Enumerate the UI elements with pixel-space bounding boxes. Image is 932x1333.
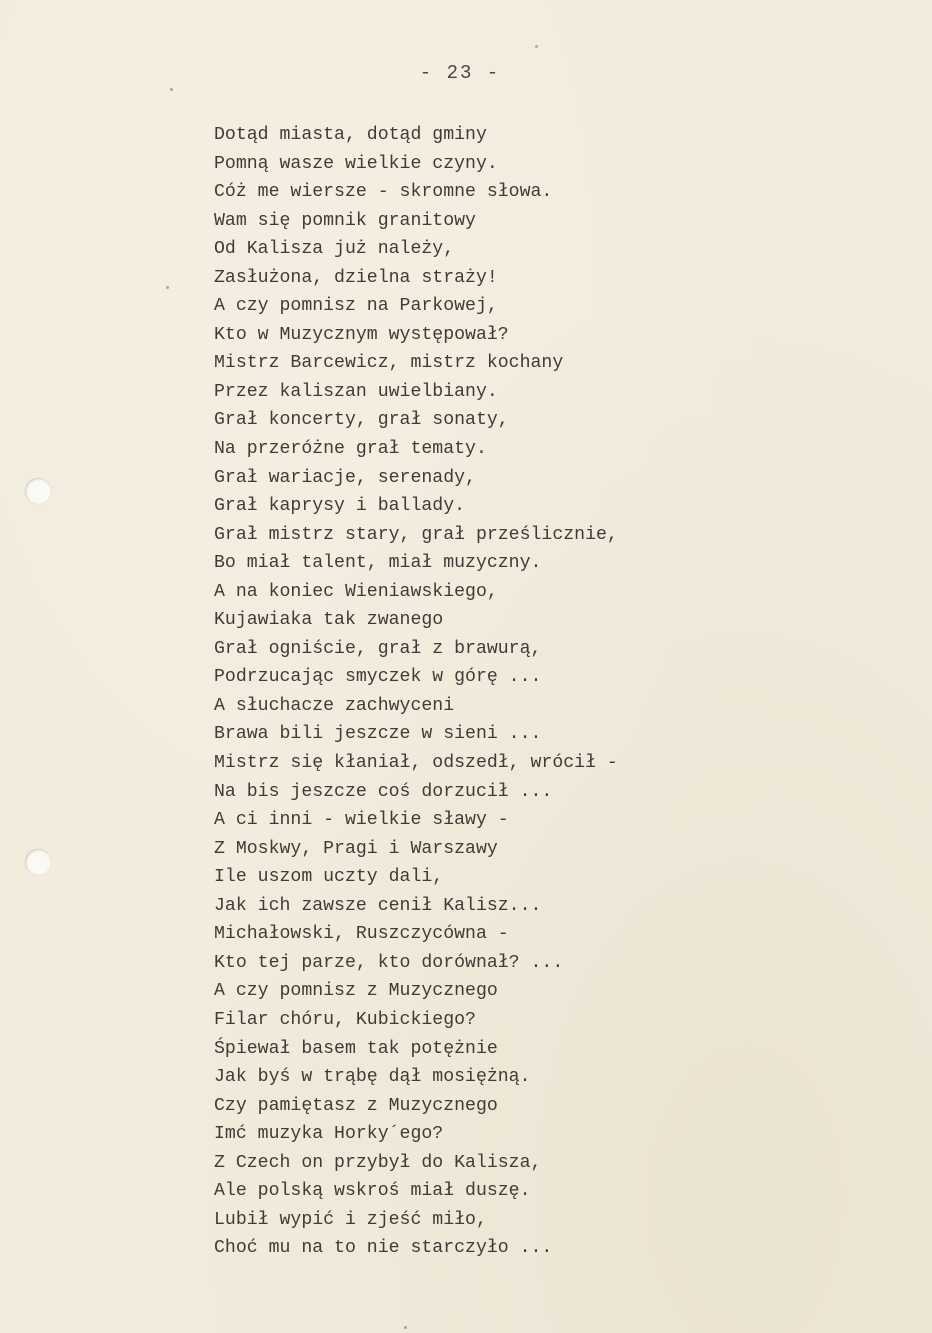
poem-line: Na przeróżne grał tematy.: [214, 439, 487, 460]
page-number: - 23 -: [419, 62, 501, 84]
poem-line: Śpiewał basem tak potężnie: [214, 1038, 498, 1059]
poem-line: Jak ich zawsze cenił Kalisz...: [214, 895, 542, 916]
poem-line: Kto w Muzycznym występował?: [214, 324, 509, 345]
poem-line: Ale polską wskroś miał duszę.: [214, 1181, 531, 1202]
paper-speck: [535, 45, 538, 48]
poem-line: A na koniec Wieniawskiego,: [214, 581, 498, 602]
poem-line: Lubił wypić i zjeść miło,: [214, 1209, 487, 1230]
poem-line: A słuchacze zachwyceni: [214, 695, 455, 716]
poem-line: Mistrz się kłaniał, odszedł, wrócił -: [214, 753, 618, 774]
poem-line: Wam się pomnik granitowy: [214, 210, 476, 231]
poem-text: [214, 121, 618, 1263]
poem-line: Zasłużona, dzielna straży!: [214, 267, 498, 288]
paper-speck: [170, 88, 173, 91]
paper-speck: [404, 1326, 407, 1329]
poem-line: Filar chóru, Kubickiego?: [214, 1009, 476, 1030]
poem-line: Pomną wasze wielkie czyny.: [214, 153, 498, 174]
poem-line: Czy pamiętasz z Muzycznego: [214, 1095, 498, 1116]
poem-line: Kto tej parze, kto dorównał? ...: [214, 952, 564, 973]
poem-line: Grał ogniście, grał z brawurą,: [214, 638, 542, 659]
poem-line: Jak byś w trąbę dął mosiężną.: [214, 1067, 531, 1088]
poem-line: Brawa bili jeszcze w sieni ...: [214, 724, 542, 745]
poem-line: Dotąd miasta, dotąd gminy: [214, 125, 487, 145]
poem-line: Grał koncerty, grał sonaty,: [214, 410, 509, 431]
punch-hole-lower: [25, 849, 51, 875]
poem-line: Na bis jeszcze coś dorzucił ...: [214, 781, 553, 802]
poem-line: Choć mu na to nie starczyło ...: [214, 1238, 553, 1259]
poem-line: Z Czech on przybył do Kalisza,: [214, 1152, 542, 1173]
poem-line: Od Kalisza już należy,: [214, 239, 455, 260]
paper-speck: [166, 286, 169, 289]
poem-line: A ci inni - wielkie sławy -: [214, 810, 509, 831]
poem-line: Grał mistrz stary, grał prześlicznie,: [214, 524, 618, 545]
poem-line: Z Moskwy, Pragi i Warszawy: [214, 838, 498, 859]
poem-line: Kujawiaka tak zwanego: [214, 610, 444, 631]
punch-hole-upper: [25, 478, 51, 504]
poem-line: Mistrz Barcewicz, mistrz kochany: [214, 353, 564, 374]
poem-line: Imć muzyka Horky´ego?: [214, 1124, 444, 1145]
poem-line: A czy pomnisz z Muzycznego: [214, 981, 498, 1002]
poem-line: Michałowski, Ruszczycówna -: [214, 924, 509, 945]
poem-line: A czy pomnisz na Parkowej,: [214, 296, 498, 317]
poem-line: Cóż me wiersze - skromne słowa.: [214, 182, 553, 203]
poem-line: Podrzucając smyczek w górę ...: [214, 667, 542, 688]
poem-line: Grał wariacje, serenady,: [214, 467, 476, 488]
poem-line: Bo miał talent, miał muzyczny.: [214, 553, 542, 574]
poem-line: Przez kaliszan uwielbiany.: [214, 381, 498, 402]
poem-line: Grał kaprysy i ballady.: [214, 496, 466, 517]
poem-line: Ile uszom uczty dali,: [214, 867, 444, 888]
